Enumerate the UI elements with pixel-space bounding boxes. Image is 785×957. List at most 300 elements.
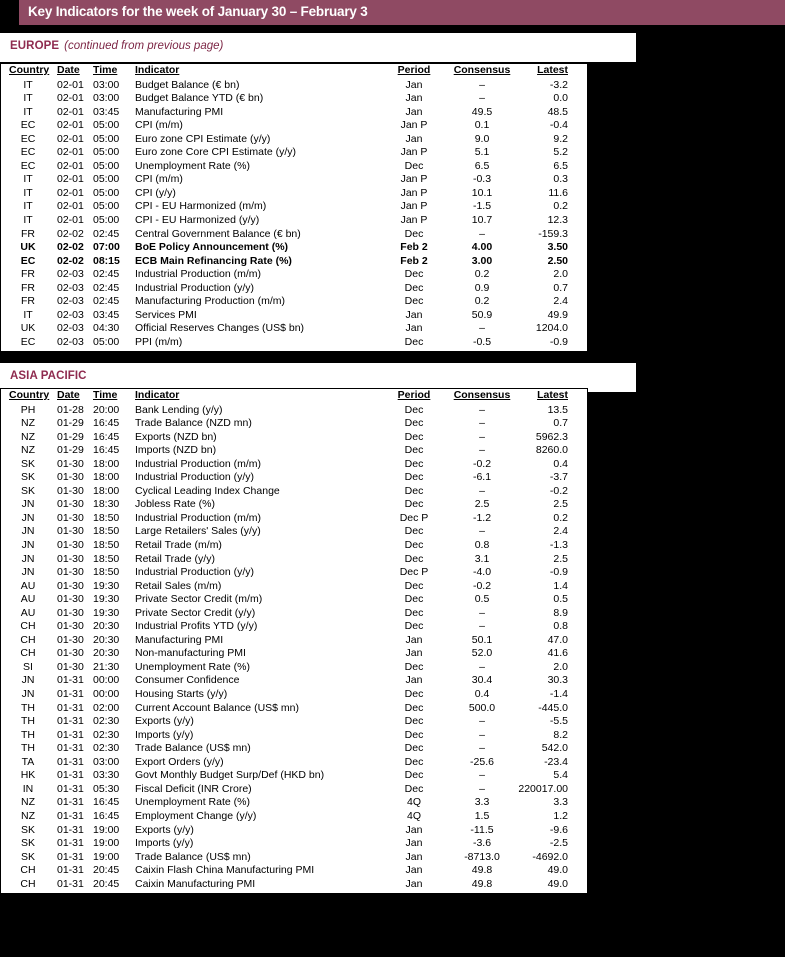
table-row <box>1 566 587 580</box>
cell-period: Dec <box>404 159 424 172</box>
cell-consensus: – <box>479 769 485 782</box>
cell-indicator: Govt Monthly Budget Surp/Def (HKD bn) <box>135 769 325 782</box>
cell-consensus: – <box>479 484 485 497</box>
cell-period: Dec <box>404 430 424 443</box>
table-asia-pacific <box>1 389 587 891</box>
cell-consensus: – <box>479 715 485 728</box>
cell-period: Dec <box>404 701 424 714</box>
cell-time: 05:00 <box>93 200 120 213</box>
cell-indicator: Employment Change (y/y) <box>135 809 257 822</box>
cell-time: 03:45 <box>93 308 120 321</box>
cell-period: Jan <box>405 850 423 863</box>
cell-date: 01-28 <box>57 403 84 416</box>
table-body-europe <box>1 79 587 350</box>
cell-period: Jan P <box>400 146 428 159</box>
cell-time: 02:30 <box>93 728 120 741</box>
cell-indicator: Unemployment Rate (%) <box>135 660 250 673</box>
cell-consensus: 0.2 <box>474 295 490 308</box>
cell-time: 20:30 <box>93 647 120 660</box>
cell-date: 02-01 <box>57 105 84 118</box>
cell-latest: 11.6 <box>548 186 568 199</box>
table-row <box>1 200 587 214</box>
cell-latest: 2.0 <box>553 268 568 281</box>
cell-consensus: – <box>479 403 485 416</box>
cell-consensus: 3.3 <box>474 796 490 809</box>
cell-country: TA <box>21 755 35 768</box>
cell-consensus: 0.1 <box>474 119 490 132</box>
table-header-europe <box>1 64 587 79</box>
cell-consensus: -1.5 <box>472 200 492 213</box>
table-row <box>1 634 587 648</box>
cell-latest: 1.2 <box>553 809 568 822</box>
cell-time: 18:50 <box>93 566 120 579</box>
cell-period: 4Q <box>406 796 421 809</box>
cell-consensus: 0.8 <box>474 539 490 552</box>
cell-time: 20:45 <box>93 864 120 877</box>
table-row <box>1 485 587 499</box>
cell-date: 01-31 <box>57 701 84 714</box>
cell-time: 02:45 <box>93 268 120 281</box>
column-header-date: Date <box>57 389 80 401</box>
cell-latest: 9.2 <box>553 132 568 145</box>
cell-period: Dec <box>404 335 424 348</box>
cell-date: 01-30 <box>57 471 84 484</box>
cell-latest: 13.5 <box>547 403 568 416</box>
cell-latest: 0.8 <box>553 620 568 633</box>
cell-date: 01-31 <box>57 823 84 836</box>
cell-indicator: Budget Balance (€ bn) <box>135 78 240 91</box>
cell-time: 05:00 <box>93 146 120 159</box>
cell-indicator: Industrial Production (y/y) <box>135 566 255 579</box>
cell-time: 08:15 <box>93 254 120 267</box>
cell-time: 19:30 <box>93 593 120 606</box>
cell-period: Dec <box>404 755 424 768</box>
table-row <box>1 837 587 851</box>
cell-indicator: Manufacturing PMI <box>135 105 224 118</box>
table-row <box>1 756 587 770</box>
cell-time: 05:00 <box>93 159 120 172</box>
cell-latest: -2.5 <box>549 837 568 850</box>
cell-date: 02-03 <box>57 335 84 348</box>
cell-consensus: – <box>479 444 485 457</box>
cell-country: AU <box>20 593 36 606</box>
table-row <box>1 187 587 201</box>
table-row <box>1 79 587 93</box>
cell-country: CH <box>20 877 36 890</box>
cell-date: 01-31 <box>57 742 84 755</box>
cell-latest: 8.9 <box>553 606 568 619</box>
cell-latest: 2.4 <box>553 295 568 308</box>
cell-latest: -0.2 <box>549 484 568 497</box>
table-row <box>1 458 587 472</box>
cell-date: 01-31 <box>57 769 84 782</box>
cell-indicator: Export Orders (y/y) <box>135 755 224 768</box>
cell-country: CH <box>20 647 36 660</box>
cell-indicator: Exports (y/y) <box>135 823 194 836</box>
cell-period: Jan <box>405 864 423 877</box>
table-row <box>1 431 587 445</box>
cell-date: 02-03 <box>57 322 84 335</box>
cell-indicator: Official Reserves Changes (US$ bn) <box>135 322 305 335</box>
cell-latest: 2.5 <box>553 552 568 565</box>
cell-period: Dec <box>404 484 424 497</box>
cell-latest: -4692.0 <box>532 850 568 863</box>
column-header-date: Date <box>57 64 80 76</box>
cell-period: Jan <box>405 674 423 687</box>
cell-consensus: – <box>479 525 485 538</box>
table-row <box>1 647 587 661</box>
column-header-time: Time <box>93 64 118 76</box>
cell-indicator: CPI (y/y) <box>135 186 176 199</box>
cell-latest: 5962.3 <box>535 430 568 443</box>
cell-country: TH <box>21 728 35 741</box>
cell-latest: 0.4 <box>553 457 568 470</box>
table-row <box>1 268 587 282</box>
cell-country: UK <box>20 241 36 254</box>
cell-date: 02-01 <box>57 146 84 159</box>
table-row <box>1 133 587 147</box>
table-body-asia-pacific <box>1 404 587 892</box>
cell-date: 02-01 <box>57 186 84 199</box>
table-row <box>1 106 587 120</box>
cell-date: 01-29 <box>57 417 84 430</box>
cell-latest: 0.0 <box>553 92 568 105</box>
cell-period: Dec <box>404 444 424 457</box>
cell-time: 03:00 <box>93 78 120 91</box>
cell-latest: 5.2 <box>553 146 568 159</box>
cell-consensus: – <box>479 417 485 430</box>
cell-consensus: 10.1 <box>471 186 493 199</box>
cell-indicator: CPI - EU Harmonized (m/m) <box>135 200 267 213</box>
table-row <box>1 607 587 621</box>
cell-indicator: Industrial Production (m/m) <box>135 268 262 281</box>
cell-consensus: – <box>479 78 485 91</box>
cell-indicator: Unemployment Rate (%) <box>135 796 250 809</box>
table-row <box>1 729 587 743</box>
cell-date: 01-30 <box>57 593 84 606</box>
cell-consensus: – <box>479 742 485 755</box>
cell-time: 21:30 <box>93 660 120 673</box>
cell-date: 01-31 <box>57 715 84 728</box>
column-header-indicator: Indicator <box>135 64 180 76</box>
cell-time: 19:00 <box>93 837 120 850</box>
cell-country: EC <box>20 254 36 267</box>
column-header-consensus: Consensus <box>453 389 511 401</box>
cell-date: 01-29 <box>57 444 84 457</box>
cell-country: FR <box>21 268 35 281</box>
cell-period: Dec <box>404 728 424 741</box>
cell-country: UK <box>20 322 36 335</box>
cell-consensus: 52.0 <box>471 647 493 660</box>
cell-date: 01-30 <box>57 606 84 619</box>
cell-country: CH <box>20 633 36 646</box>
cell-period: Dec <box>404 688 424 701</box>
cell-period: Jan <box>405 105 423 118</box>
cell-date: 01-30 <box>57 457 84 470</box>
table-row <box>1 160 587 174</box>
cell-time: 19:30 <box>93 606 120 619</box>
cell-consensus: -0.3 <box>472 173 492 186</box>
cell-date: 01-31 <box>57 837 84 850</box>
cell-period: Jan <box>405 837 423 850</box>
cell-indicator: Retail Trade (y/y) <box>135 552 215 565</box>
cell-latest: -23.4 <box>544 755 568 768</box>
column-header-country: Country <box>9 64 50 76</box>
cell-time: 18:50 <box>93 525 120 538</box>
table-row <box>1 255 587 269</box>
cell-date: 01-31 <box>57 755 84 768</box>
cell-consensus: – <box>479 606 485 619</box>
table-row <box>1 824 587 838</box>
cell-date: 02-01 <box>57 119 84 132</box>
cell-time: 03:30 <box>93 769 120 782</box>
cell-date: 01-31 <box>57 674 84 687</box>
cell-indicator: Imports (y/y) <box>135 728 194 741</box>
cell-latest: 2.4 <box>553 525 568 538</box>
cell-date: 01-30 <box>57 552 84 565</box>
cell-country: JN <box>21 566 35 579</box>
cell-latest: 2.50 <box>547 254 568 267</box>
cell-date: 02-01 <box>57 173 84 186</box>
column-header-period: Period <box>397 64 431 76</box>
cell-country: IT <box>23 78 33 91</box>
cell-latest: 8260.0 <box>535 444 568 457</box>
cell-date: 02-02 <box>57 254 84 267</box>
cell-country: IT <box>23 173 33 186</box>
cell-indicator: Cyclical Leading Index Change <box>135 484 280 497</box>
column-header-latest: Latest <box>537 64 568 76</box>
column-header-latest: Latest <box>537 389 568 401</box>
column-header-time: Time <box>93 389 118 401</box>
table-row <box>1 715 587 729</box>
cell-time: 20:45 <box>93 877 120 890</box>
cell-consensus: -0.2 <box>472 579 492 592</box>
cell-time: 05:00 <box>93 186 120 199</box>
cell-period: Dec <box>404 660 424 673</box>
table-row <box>1 92 587 106</box>
cell-country: SI <box>23 660 33 673</box>
section-note-europe: (continued from previous page) <box>64 40 224 52</box>
table-row <box>1 498 587 512</box>
table-row <box>1 796 587 810</box>
cell-time: 20:30 <box>93 620 120 633</box>
cell-indicator: Manufacturing Production (m/m) <box>135 295 285 308</box>
cell-latest: 6.5 <box>553 159 568 172</box>
cell-consensus: -0.5 <box>472 335 492 348</box>
cell-date: 01-30 <box>57 511 84 524</box>
cell-indicator: Budget Balance YTD (€ bn) <box>135 92 264 105</box>
cell-period: Dec <box>404 295 424 308</box>
cell-date: 01-30 <box>57 525 84 538</box>
cell-time: 05:00 <box>93 119 120 132</box>
cell-latest: -9.6 <box>549 823 568 836</box>
cell-latest: 542.0 <box>541 742 568 755</box>
cell-date: 02-01 <box>57 200 84 213</box>
cell-date: 01-30 <box>57 633 84 646</box>
cell-country: IT <box>23 200 33 213</box>
cell-indicator: Imports (y/y) <box>135 837 194 850</box>
cell-indicator: Euro zone Core CPI Estimate (y/y) <box>135 146 297 159</box>
cell-date: 01-31 <box>57 688 84 701</box>
section-title-europe: EUROPE <box>10 40 60 52</box>
cell-period: Jan P <box>400 186 428 199</box>
cell-consensus: 5.1 <box>474 146 490 159</box>
cell-time: 20:00 <box>93 403 120 416</box>
cell-latest: 47.0 <box>547 633 568 646</box>
cell-indicator: Private Sector Credit (y/y) <box>135 606 256 619</box>
cell-country: IT <box>23 186 33 199</box>
table-row <box>1 864 587 878</box>
cell-time: 19:00 <box>93 823 120 836</box>
cell-period: Feb 2 <box>400 254 428 267</box>
cell-latest: -0.4 <box>549 119 568 132</box>
page-title: Key Indicators for the week of January 30 – February 3 <box>28 4 368 19</box>
cell-latest: 48.5 <box>547 105 568 118</box>
cell-time: 03:00 <box>93 92 120 105</box>
cell-indicator: Current Account Balance (US$ mn) <box>135 701 299 714</box>
cell-latest: -445.0 <box>538 701 568 714</box>
cell-consensus: – <box>479 227 485 240</box>
cell-time: 05:00 <box>93 132 120 145</box>
cell-period: Dec <box>404 715 424 728</box>
cell-consensus: 3.1 <box>474 552 490 565</box>
cell-date: 01-30 <box>57 484 84 497</box>
cell-consensus: -6.1 <box>472 471 492 484</box>
cell-latest: 0.2 <box>553 511 568 524</box>
cell-latest: 8.2 <box>553 728 568 741</box>
cell-period: Dec <box>404 539 424 552</box>
cell-indicator: Industrial Production (m/m) <box>135 457 262 470</box>
cell-latest: 0.7 <box>553 417 568 430</box>
cell-date: 02-03 <box>57 268 84 281</box>
cell-period: Dec <box>404 606 424 619</box>
cell-consensus: – <box>479 430 485 443</box>
table-row <box>1 282 587 296</box>
cell-period: Jan P <box>400 214 428 227</box>
table-row <box>1 444 587 458</box>
cell-indicator: Trade Balance (US$ mn) <box>135 742 251 755</box>
cell-period: Dec <box>404 620 424 633</box>
cell-country: TH <box>21 715 35 728</box>
cell-country: IN <box>22 782 34 795</box>
cell-indicator: Caixin Manufacturing PMI <box>135 877 256 890</box>
cell-consensus: -0.2 <box>472 457 492 470</box>
cell-consensus: -25.6 <box>470 755 494 768</box>
table-row <box>1 322 587 336</box>
cell-country: FR <box>21 281 35 294</box>
cell-country: TH <box>21 701 35 714</box>
cell-country: SK <box>20 484 35 497</box>
cell-time: 19:30 <box>93 579 120 592</box>
cell-period: Dec P <box>399 566 429 579</box>
cell-time: 18:30 <box>93 498 120 511</box>
cell-consensus: -4.0 <box>472 566 492 579</box>
cell-country: TH <box>21 742 35 755</box>
cell-latest: 220017.00 <box>518 782 568 795</box>
cell-time: 16:45 <box>93 444 120 457</box>
cell-latest: 0.5 <box>553 593 568 606</box>
cell-indicator: Large Retailers' Sales (y/y) <box>135 525 261 538</box>
table-header-asia-pacific <box>1 389 587 404</box>
cell-period: Dec <box>404 742 424 755</box>
cell-period: Jan <box>405 823 423 836</box>
cell-indicator: Services PMI <box>135 308 197 321</box>
cell-period: 4Q <box>406 809 421 822</box>
cell-period: Jan <box>405 308 423 321</box>
table-row <box>1 783 587 797</box>
cell-date: 01-31 <box>57 796 84 809</box>
cell-country: PH <box>20 403 36 416</box>
cell-indicator: CPI (m/m) <box>135 119 183 132</box>
cell-date: 02-02 <box>57 227 84 240</box>
cell-date: 01-31 <box>57 782 84 795</box>
table-row <box>1 146 587 160</box>
cell-latest: -0.9 <box>549 335 568 348</box>
cell-consensus: -11.5 <box>470 823 494 836</box>
cell-indicator: Consumer Confidence <box>135 674 240 687</box>
table-row <box>1 173 587 187</box>
cell-country: IT <box>23 105 33 118</box>
cell-country: JN <box>21 525 35 538</box>
cell-consensus: – <box>479 92 485 105</box>
cell-indicator: Manufacturing PMI <box>135 633 224 646</box>
cell-time: 18:50 <box>93 511 120 524</box>
cell-indicator: Trade Balance (NZD mn) <box>135 417 252 430</box>
cell-country: IT <box>23 92 33 105</box>
cell-consensus: 0.9 <box>474 281 490 294</box>
table-row <box>1 539 587 553</box>
cell-period: Jan <box>405 92 423 105</box>
table-row <box>1 620 587 634</box>
cell-time: 20:30 <box>93 633 120 646</box>
cell-period: Dec <box>404 593 424 606</box>
cell-country: SK <box>20 850 35 863</box>
cell-date: 01-30 <box>57 660 84 673</box>
cell-country: SK <box>20 837 35 850</box>
cell-indicator: Industrial Production (y/y) <box>135 471 255 484</box>
cell-consensus: – <box>479 322 485 335</box>
cell-latest: -5.5 <box>549 715 568 728</box>
cell-date: 01-31 <box>57 877 84 890</box>
cell-latest: 49.9 <box>547 308 568 321</box>
cell-consensus: 6.5 <box>474 159 490 172</box>
cell-consensus: 4.00 <box>471 241 493 254</box>
cell-time: 18:00 <box>93 471 120 484</box>
cell-indicator: Euro zone CPI Estimate (y/y) <box>135 132 271 145</box>
cell-period: Jan <box>405 132 423 145</box>
cell-period: Dec <box>404 281 424 294</box>
cell-country: IT <box>23 308 33 321</box>
cell-time: 03:45 <box>93 105 120 118</box>
cell-date: 01-31 <box>57 850 84 863</box>
cell-period: Jan P <box>400 119 428 132</box>
cell-latest: 1204.0 <box>535 322 568 335</box>
cell-consensus: 10.7 <box>471 214 493 227</box>
cell-indicator: Caixin Flash China Manufacturing PMI <box>135 864 315 877</box>
cell-date: 02-01 <box>57 159 84 172</box>
cell-consensus: 9.0 <box>474 132 490 145</box>
cell-latest: 3.3 <box>553 796 568 809</box>
cell-date: 02-01 <box>57 78 84 91</box>
cell-indicator: Central Government Balance (€ bn) <box>135 227 301 240</box>
cell-date: 01-31 <box>57 728 84 741</box>
cell-latest: 2.5 <box>553 498 568 511</box>
cell-consensus: -8713.0 <box>464 850 500 863</box>
cell-time: 16:45 <box>93 809 120 822</box>
cell-country: SK <box>20 823 35 836</box>
cell-time: 02:45 <box>93 227 120 240</box>
cell-latest: -0.9 <box>549 566 568 579</box>
